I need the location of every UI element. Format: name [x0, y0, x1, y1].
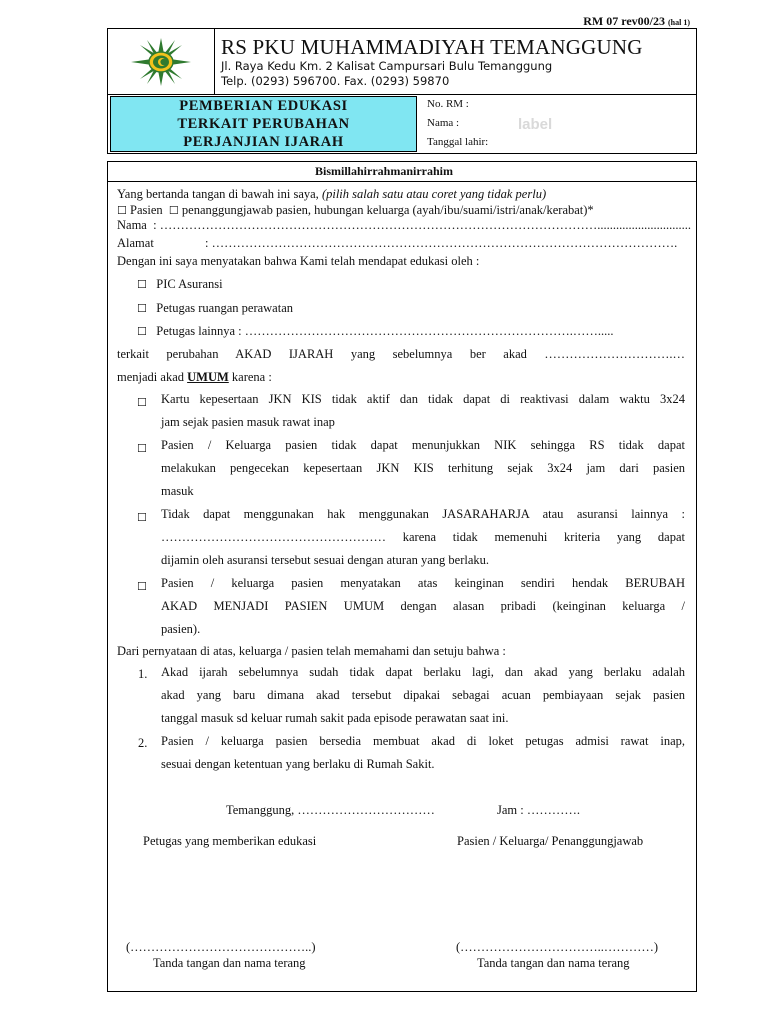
muhammadiyah-logo-icon: [129, 37, 193, 87]
penanggungjawab-checkbox-icon[interactable]: ☐: [168, 204, 179, 217]
hospital-header: [107, 28, 697, 95]
place-date-field[interactable]: Temanggung, ……………………………: [226, 803, 435, 817]
agreement-1-number: 1.: [138, 667, 148, 681]
akad-line: terkait perubahan AKAD IJARAH yang sebelumnya ber akad ………………………….…: [117, 347, 685, 361]
reason-4-checkbox-icon[interactable]: ☐: [137, 580, 147, 593]
reason-1: Kartu kepesertaan JKN KIS tidak aktif dan tidak dapat di reaktivasi dalam waktu 3x24 jam sejak pasien masuk rawat inap: [161, 392, 685, 429]
page-number: (hal 1): [668, 18, 690, 27]
nama-field[interactable]: Nama :: [427, 117, 460, 129]
reason-2: Pasien / Keluarga pasien tidak dapat menunjukkan NIK sehingga RS tidak dapat melakukan pengecekan kepesertaan JKN KIS terhitung sejak 3x24 jam dari pasien masuk: [161, 438, 685, 498]
logo-cell: [108, 29, 215, 94]
title-row: [107, 94, 697, 154]
edu-item-petugas-ruangan: ☐ Petugas ruangan perawatan: [137, 301, 293, 315]
menjadi-line: menjadi akad UMUM karena :: [117, 370, 272, 384]
pasien-checkbox-icon[interactable]: ☐: [117, 204, 127, 217]
petugas-ruangan-checkbox-icon[interactable]: ☐: [137, 302, 147, 315]
statement: Dengan ini saya menyatakan bahwa Kami telah mendapat edukasi oleh :: [117, 254, 480, 268]
hospital-phone: Telp. (0293) 596700. Fax. (0293) 59870: [221, 74, 450, 88]
agreement-intro: Dari pernyataan di atas, keluarga / pasien telah memahami dan setuju bahwa :: [117, 644, 506, 658]
agreement-2-number: 2.: [138, 736, 148, 750]
right-signature-field[interactable]: (……………………………..…………): [456, 940, 659, 954]
left-signer-role: Petugas yang memberikan edukasi: [143, 834, 317, 848]
reason-3-checkbox-icon[interactable]: ☐: [137, 511, 147, 524]
document-code: RM 07 rev00/23 (hal 1): [583, 14, 690, 28]
agreement-1: Akad ijarah sebelumnya sudah tidak dapat berlaku lagi, dan akad yang berlaku adalah akad yang baru dimana akad tersebut dipakai sebagai acuan pembiayaan sejak pasien tanggal masuk sd keluar rumah sakit pada episode perawatan saat ini.: [161, 665, 685, 725]
no-rm-field[interactable]: No. RM :: [427, 98, 469, 110]
reason-1-checkbox-icon[interactable]: ☐: [137, 396, 147, 409]
label-watermark: label: [518, 116, 553, 133]
alamat-line[interactable]: Alamat : ………………………………………………………………………………………………….: [117, 236, 678, 250]
reason-3: Tidak dapat menggunakan hak menggunakan JASARAHARJA atau asuransi lainnya : ……………………………………………… karena tidak memenuhi kriteria yang dapat dijamin oleh asuransi tersebut sesuai dengan aturan yang berlaku.: [161, 507, 685, 567]
hospital-address: Jl. Raya Kedu Km. 2 Kalisat Campursari Bulu Temanggung: [221, 59, 553, 73]
right-signer-role: Pasien / Keluarga/ Penanggungjawab: [457, 834, 644, 848]
reason-4: Pasien / keluarga pasien menyatakan atas keinginan sendiri hendak BERUBAH AKAD MENJADI PASIEN UMUM dengan alasan pribadi (keinginan keluarga / pasien).: [161, 576, 685, 636]
edu-item-pic-asuransi: ☐ PIC Asuransi: [137, 277, 223, 291]
time-field[interactable]: Jam : ………….: [497, 803, 580, 817]
patient-identity: [427, 95, 488, 152]
form-title: PEMBERIAN EDUKASI TERKAIT PERUBAHAN PERJANJIAN IJARAH: [110, 96, 417, 152]
divider: [108, 181, 696, 182]
petugas-lainnya-checkbox-icon[interactable]: ☐: [137, 325, 147, 338]
role-options: ☐ Pasien ☐ penanggungjawab pasien, hubungan keluarga (ayah/ibu/suami/istri/anak/kerabat)*: [117, 203, 594, 217]
agreement-2: Pasien / keluarga pasien bersedia membuat akad di loket petugas admisi rawat inap, sesuai dengan ketentuan yang berlaku di Rumah Sakit.: [161, 734, 685, 771]
bismillah: Bismillahirrahmanirrahim: [315, 164, 453, 178]
pic-asuransi-checkbox-icon[interactable]: ☐: [137, 278, 147, 291]
umum-label: UMUM: [187, 370, 229, 384]
reason-2-checkbox-icon[interactable]: ☐: [137, 442, 147, 455]
nama-line[interactable]: Nama : ……………………………………………………………………………………………..............................: [117, 218, 691, 232]
right-signature-caption: Tanda tangan dan nama terang: [477, 956, 630, 970]
hospital-name: RS PKU MUHAMMADIYAH TEMANGGUNG: [221, 35, 643, 59]
tanggal-lahir-field[interactable]: Tanggal lahir:: [427, 136, 489, 148]
edu-item-petugas-lainnya: ☐ Petugas lainnya : …………………………………………………………………….…….....: [137, 324, 614, 338]
left-signature-caption: Tanda tangan dan nama terang: [153, 956, 306, 970]
intro-line: Yang bertanda tangan di bawah ini saya, (pilih salah satu atau coret yang tidak perlu): [117, 187, 547, 201]
left-signature-field[interactable]: (……………………………………..): [126, 940, 316, 954]
